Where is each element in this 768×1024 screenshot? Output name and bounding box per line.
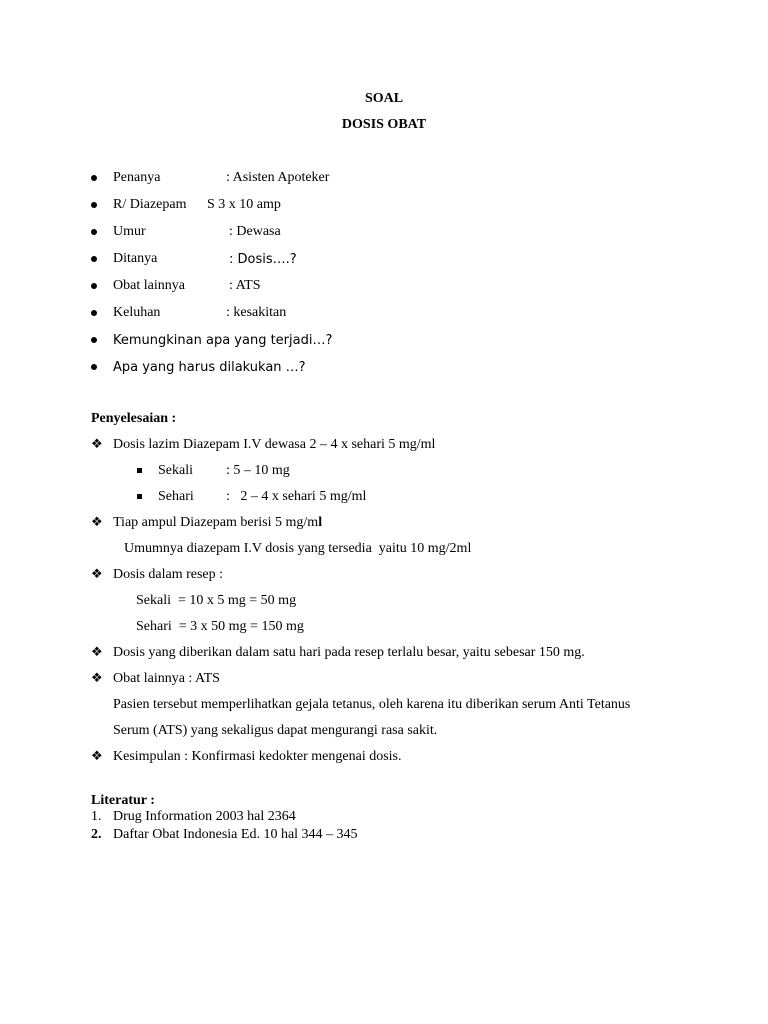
- diamond-bullet-icon: ❖: [91, 437, 103, 452]
- bullet-icon: [91, 229, 97, 235]
- soal-value: : Dosis….?: [229, 252, 297, 267]
- sub-point-value: : 2 – 4 x sehari 5 mg/ml: [226, 489, 367, 504]
- penyelesaian-detail: Pasien tersebut memperlihatkan gejala tetanus, oleh karena itu diberikan serum Anti Tetanus: [113, 697, 631, 712]
- diamond-bullet-icon: ❖: [91, 749, 103, 764]
- soal-value: : Asisten Apoteker: [226, 170, 330, 185]
- soal-label: Umur: [113, 224, 146, 239]
- soal-question: Apa yang harus dilakukan …?: [113, 360, 306, 375]
- bullet-icon: [91, 202, 97, 208]
- sub-point-value: : 5 – 10 mg: [226, 463, 290, 478]
- section-heading-literatur: Literatur :: [91, 793, 155, 808]
- soal-label: R/ Diazepam: [113, 197, 187, 212]
- sub-point-label: Sekali: [158, 463, 193, 478]
- literatur-number: 2.: [91, 827, 102, 842]
- square-bullet-icon: [137, 468, 142, 473]
- penyelesaian-point: Kesimpulan : Konfirmasi kedokter mengenai dosis.: [113, 749, 402, 764]
- soal-value: : ATS: [229, 278, 261, 293]
- point-text: Tiap ampul Diazepam berisi 5 mg/m: [113, 515, 319, 530]
- sub-point-label: Sehari: [158, 489, 194, 504]
- diamond-bullet-icon: ❖: [91, 645, 103, 660]
- calculation-line: Sehari = 3 x 50 mg = 150 mg: [136, 619, 304, 634]
- literatur-item: Daftar Obat Indonesia Ed. 10 hal 344 – 345: [113, 827, 358, 842]
- bullet-icon: [91, 175, 97, 181]
- bullet-icon: [91, 256, 97, 262]
- soal-value: : kesakitan: [226, 305, 287, 320]
- soal-question: Kemungkinan apa yang terjadi…?: [113, 333, 333, 348]
- bullet-icon: [91, 310, 97, 316]
- diamond-bullet-icon: ❖: [91, 567, 103, 582]
- soal-value: S 3 x 10 amp: [207, 197, 281, 212]
- bullet-icon: [91, 364, 97, 370]
- penyelesaian-detail: Serum (ATS) yang sekaligus dapat mengurangi rasa sakit.: [113, 723, 438, 738]
- literatur-number: 1.: [91, 809, 102, 824]
- diamond-bullet-icon: ❖: [91, 515, 103, 530]
- literatur-item: Drug Information 2003 hal 2364: [113, 809, 296, 824]
- bullet-icon: [91, 283, 97, 289]
- section-heading-penyelesaian: Penyelesaian :: [91, 411, 177, 426]
- soal-label: Penanya: [113, 170, 161, 185]
- soal-label: Keluhan: [113, 305, 161, 320]
- point-text-tail: l: [318, 515, 323, 530]
- bullet-icon: [91, 337, 97, 343]
- square-bullet-icon: [137, 494, 142, 499]
- penyelesaian-point: Obat lainnya : ATS: [113, 671, 220, 686]
- calculation-line: Sekali = 10 x 5 mg = 50 mg: [136, 593, 297, 608]
- soal-value: : Dewasa: [229, 224, 281, 239]
- penyelesaian-point: [113, 516, 322, 530]
- soal-label: Ditanya: [113, 251, 158, 266]
- soal-label: Obat lainnya: [113, 278, 185, 293]
- doc-title: SOAL: [364, 91, 404, 106]
- diamond-bullet-icon: ❖: [91, 671, 103, 686]
- doc-subtitle: DOSIS OBAT: [341, 117, 427, 132]
- penyelesaian-detail: Umumnya diazepam I.V dosis yang tersedia yaitu 10 mg/2ml: [124, 541, 472, 556]
- penyelesaian-point: Dosis yang diberikan dalam satu hari pada resep terlalu besar, yaitu sebesar 150 mg.: [113, 645, 585, 660]
- penyelesaian-point: Dosis dalam resep :: [113, 567, 224, 582]
- penyelesaian-point: Dosis lazim Diazepam I.V dewasa 2 – 4 x sehari 5 mg/ml: [113, 437, 436, 452]
